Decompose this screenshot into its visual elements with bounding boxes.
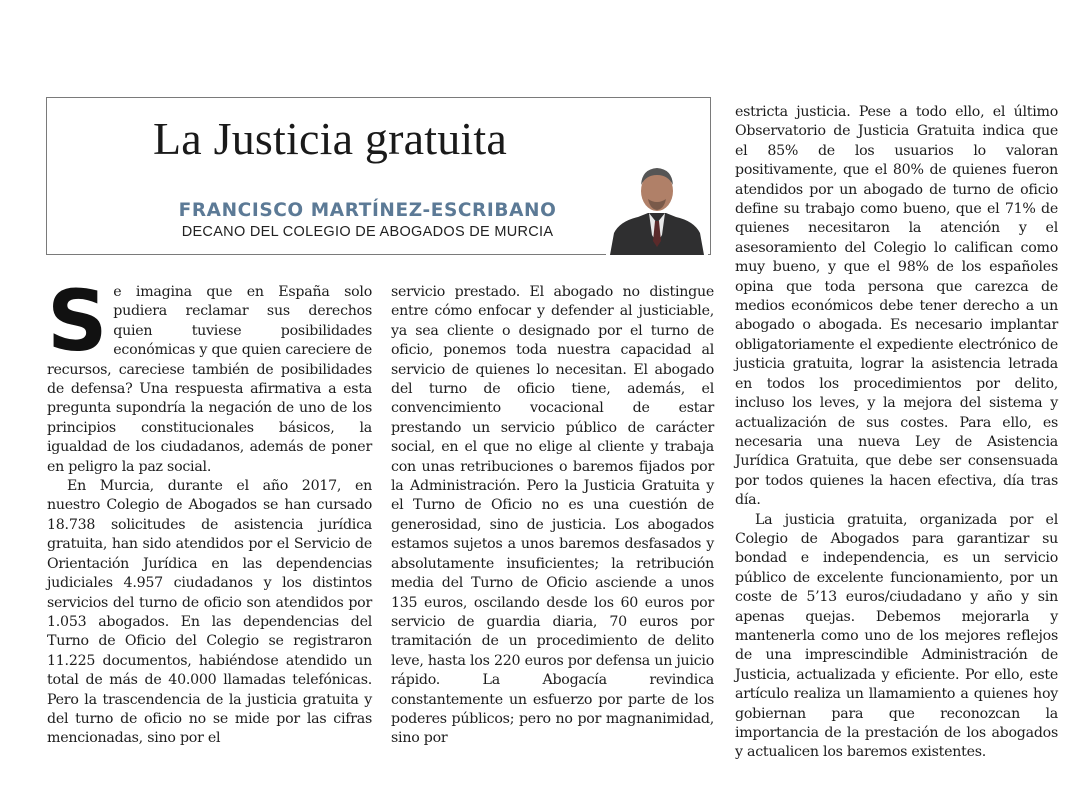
article-column-2 [391, 283, 714, 749]
drop-cap: S [47, 272, 108, 370]
author-role: DECANO DEL COLEGIO DE ABOGADOS DE MURCIA [181, 224, 554, 240]
paragraph: En Murcia, durante el año 2017, en nuestro Colegio de Abogados se han cursado 18.738 solicitudes de asistencia jurídica gratuita, han sido atendidos por el Servicio de Orientación Jurídica en las dependencias judiciales 4.957 ciudadanos y los distintos servicios del turno de oficio son atendidos por 1.053 abogados. En las dependencias del Turno de Oficio del Colegio se registraron 11.225 documentos, habiéndose atendido un total de más de 40.000 llamadas telefónicas. Pero la trascendencia de la justicia gratuita y del turno de oficio no se mide por las cifras mencionadas, sino por el [47, 478, 372, 747]
paragraph: La justicia gratuita, organizada por el Colegio de Abogados para garantizar su bondad e independencia, es un servicio público de excelente funcionamiento, por un coste de 5’13 euros/ciudadano y año y sin apenas quejas. Debemos mejorarla y mantenerla como uno de los mejores reflejos de una imprescindible Administración de Justicia, actualizada y eficiente. Por ello, este artículo realiza un llamamiento a quienes hoy gobiernan para que reconozcan la importancia de la prestación de los abogados y actualicen los baremos existentes. [735, 511, 1058, 761]
paragraph: servicio prestado. El abogado no distingue entre cómo enfocar y defender al justiciable, ya sea cliente o designado por el turno de oficio, ponemos toda nuestra capacidad al servicio de quienes lo necesitan. El abogado del turno de oficio tiene, además, el convencimiento vocacional de estar prestando un servicio público de carácter social, en el que no elige al cliente y trabaja con unas retribuciones o baremos fijados por la Administración. Pero la Justicia Gratuita y el Turno de Oficio no es una cuestión de generosidad, sino de justicia. Los abogados estamos sujetos a unos baremos desfasados y absolutamente insuficientes; la retribución media del Turno de Oficio asciende a unos 135 euros, oscilando desde los 60 euros por servicio de guardia diaria, 70 euros por tramitación de un procedimiento de delito leve, hasta los 220 euros por defensa un juicio rápido. La Abogacía revindica constantemente un esfuerzo por parte de los poderes públicos; pero no por magnanimidad, sino por [391, 284, 714, 747]
author-photo [606, 163, 708, 255]
article-column-1 [47, 272, 372, 749]
author-name: FRANCISCO MARTÍNEZ-ESCRIBANO [178, 200, 557, 221]
article-title: La Justicia gratuita [153, 113, 507, 164]
article-column-3 [735, 103, 1058, 763]
paragraph: e imagina que en España solo pudiera reclamar sus derechos quien tuviese posibilidades económicas y que quien careciere de recursos, careciese también de posibilidades de defensa? Una respuesta afirmativa a esta pregunta supondría la negación de uno de los principios constitucionales básicos, la igualdad de los ciudadanos, además de poner en peligro la paz social. [47, 284, 372, 475]
paragraph: estricta justicia. Pese a todo ello, el último Observatorio de Justicia Gratuita indica que el 85% de los usuarios lo valoran positivamente, que el 80% de quienes fueron atendidos por un abogado de turno de oficio define su trabajo como bueno, que el 71% de quienes necesitaron la atención y el asesoramiento del Colegio lo califican como muy bueno, y que el 98% de los españoles opina que toda persona que carezca de medios económicos debe tener derecho a un abogado o abogada. Es necesario implantar obligatoriamente el expediente electrónico de justicia gratuita, lograr la asistencia letrada en todos los procedimientos por delito, incluso los leves, y la mejora del sistema y actualización de sus costes. Para ello, es necesaria una nueva Ley de Asistencia Jurídica Gratuita, que debe ser consensuada por todos quienes la hacen efectiva, día tras día. [735, 104, 1058, 509]
